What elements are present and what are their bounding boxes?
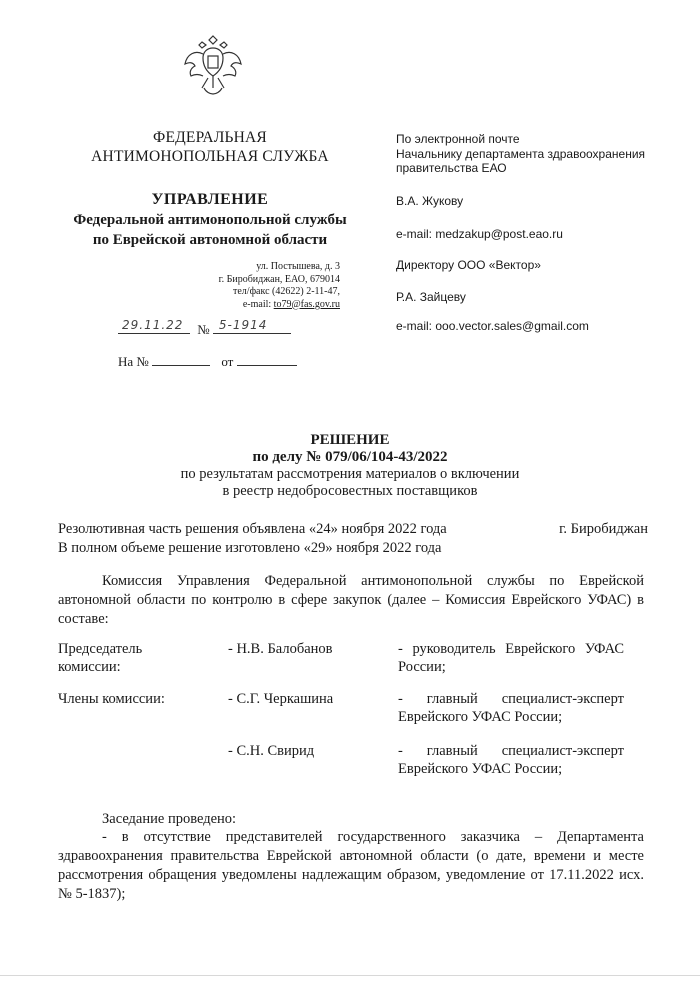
in-ref-date-blank (237, 353, 297, 366)
number-sign: № (197, 322, 210, 337)
agency-name-line2: АНТИМОНОПОЛЬНАЯ СЛУЖБА (91, 148, 329, 165)
decision-case-number: по делу № 079/06/104-43/2022 (252, 449, 448, 465)
decision-city: г. Биробиджан (559, 521, 648, 537)
member1-position: - главный специалист-эксперт Еврейского УФАС России; (398, 691, 624, 725)
recipient2-name: Р.А. Зайцеву (396, 290, 466, 304)
agency-name-line1: ФЕДЕРАЛЬНАЯ (153, 129, 267, 146)
chair-role-label: Председатель комиссии: (58, 641, 143, 675)
decision-title (0, 432, 700, 500)
office-name-line1: УПРАВЛЕНИЕ (151, 191, 269, 208)
address-line3: тел/факс (42622) 2-11-47, (233, 286, 340, 297)
address-email-link[interactable]: to79@fas.gov.ru (273, 298, 340, 310)
out-number-field (213, 318, 291, 334)
decision-heading: РЕШЕНИЕ (310, 432, 390, 448)
member2-position: - главный специалист-эксперт Еврейского УФАС России; (398, 743, 624, 777)
meeting-paragraph: - в отсутствие представителей государственного заказчика – Департамента здравоохранения правительства Еврейской автономной области (о дате, времени и месте рассмотрения обращения уведомлены надлежащим образом, уведомление от 17.11.2022 исх. № 5-1837); (58, 829, 644, 902)
recipient1-position: Начальнику департамента здравоохранения (396, 146, 646, 161)
office-name (40, 190, 380, 250)
out-date-field (118, 318, 190, 334)
out-date-handwritten: 29.11.22 (122, 318, 184, 332)
recipient1-org: правительства ЕАО (396, 161, 507, 175)
recipient-delivery-method: По электронной почте (396, 132, 520, 146)
recipient1-email: e-mail: medzakup@post.eao.ru (396, 227, 563, 241)
commission-intro-paragraph: Комиссия Управления Федеральной антимонопольной службы по Еврейской автономной области по контролю в сфере закупок (далее – Комиссия Еврейского УФАС) в составе: (58, 573, 644, 627)
address-email-label: e-mail: (242, 298, 272, 310)
chair-position: - руководитель Еврейского УФАС России; (398, 641, 624, 675)
decision-dates (58, 520, 648, 558)
member2-name: - С.Н. Свирид (228, 743, 315, 759)
address-line2: г. Биробиджан, ЕАО, 679014 (218, 273, 340, 285)
members-role-label: Члены комиссии: (58, 691, 165, 707)
agency-name (60, 128, 360, 166)
recipient1-name: В.А. Жукову (396, 194, 464, 208)
recipient2-position: Директору ООО «Вектор» (396, 258, 541, 272)
scan-edge-line (0, 975, 700, 976)
office-address (110, 261, 340, 311)
address-email-row (110, 299, 340, 312)
member1-name: - С.Г. Черкашина (228, 691, 334, 707)
office-name-line2: Федеральной антимонопольной службы (73, 212, 347, 228)
chair-name: - Н.В. Балобанов (228, 641, 333, 657)
incoming-reference (118, 353, 297, 370)
meeting-heading: Заседание проведено: (102, 811, 237, 827)
coat-of-arms-emblem (178, 30, 248, 100)
address-line1: ул. Постышева, д. 3 (256, 261, 340, 272)
out-number-handwritten: 5-1914 (218, 318, 268, 332)
full-decision-date: В полном объеме решение изготовлено «29» ноября 2022 года (58, 540, 442, 556)
recipient2-email: e-mail: ooo.vector.sales@gmail.com (396, 319, 589, 333)
operative-part-date: Резолютивная часть решения объявлена «24» ноября 2022 года (58, 521, 447, 537)
office-name-line3: по Еврейской автономной области (92, 232, 328, 248)
recipients-header (396, 132, 686, 176)
in-ref-from-label: от (221, 354, 234, 369)
decision-subtitle-line2: в реестр недобросовестных поставщиков (222, 483, 478, 499)
decision-subtitle-line1: по результатам рассмотрения материалов о включении (180, 466, 520, 482)
in-ref-label: На № (118, 354, 149, 369)
outgoing-registration (118, 318, 318, 338)
in-ref-number-blank (152, 353, 210, 366)
